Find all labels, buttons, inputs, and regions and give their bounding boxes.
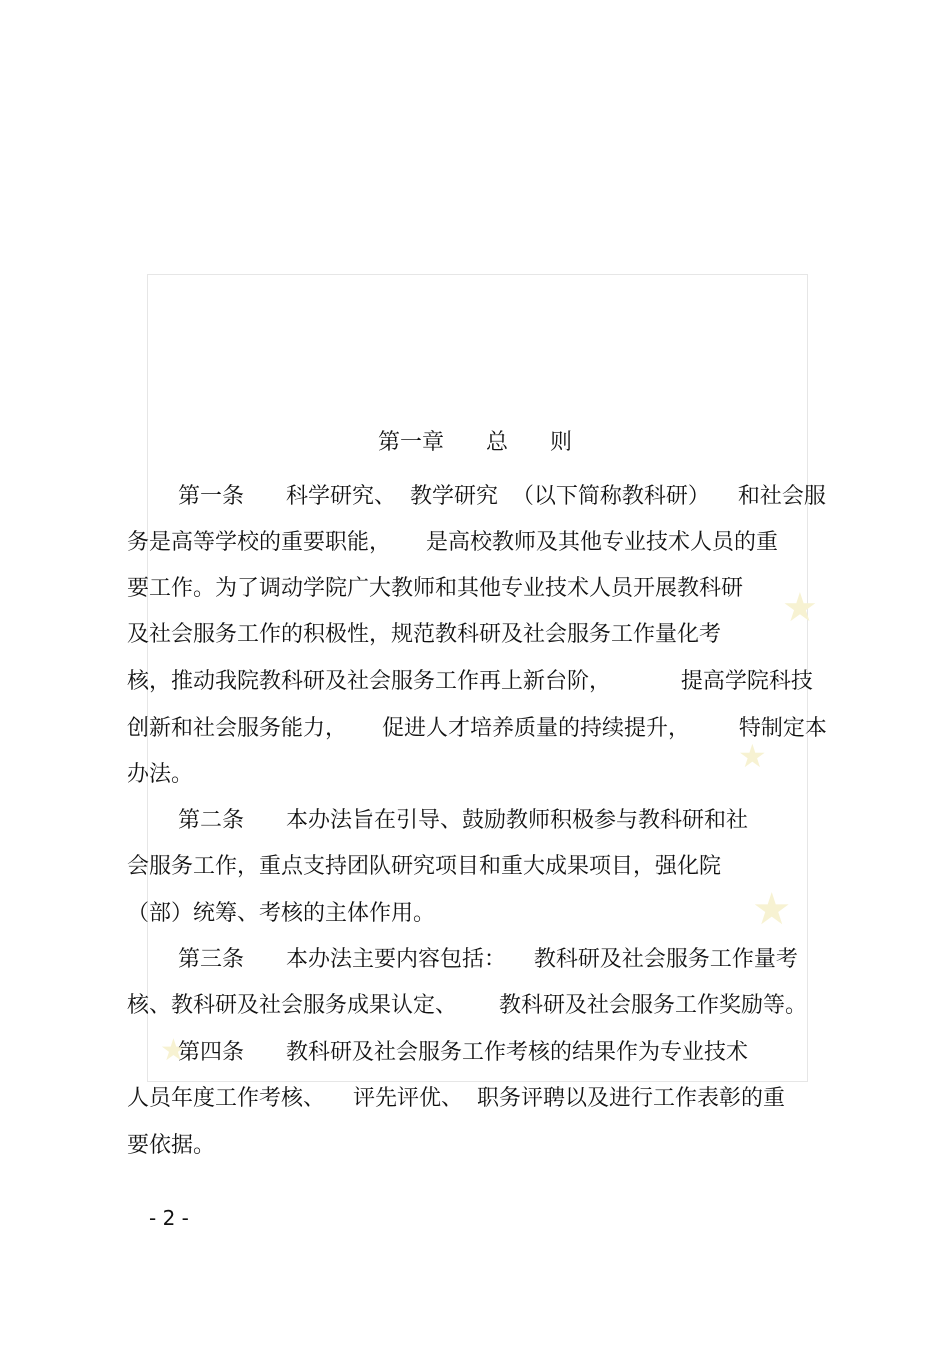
article-1-line-4: 及社会服务工作的积极性，规范教科研及社会服务工作量化考 [127,622,722,647]
page-number: - 2 - [149,1206,189,1230]
watermark-star-icon: ★ [160,1033,187,1068]
article-1-line-3: 要工作。为了调动学院广大教师和其他专业技术人员开展教科研 [127,576,744,601]
article-1-line-2: 务是高等学校的重要职能， 是高校教师及其他专业技术人员的重 [127,530,778,555]
article-4-line-3: 要依据。 [127,1133,216,1158]
article-1-line-1: 第一条 科学研究、 教学研究 （以下简称教科研） 和社会服 [178,484,826,509]
watermark-star-icon: ★ [738,737,767,775]
watermark-star-icon: ★ [752,884,792,935]
article-2-line-2: 会服务工作，重点支持团队研究项目和重大成果项目，强化院 [127,854,722,879]
article-1-line-6: 创新和社会服务能力， 促进人才培养质量的持续提升， 特制定本 [127,716,827,741]
article-4-line-2: 人员年度工作考核、 评先评优、 职务评聘以及进行工作表彰的重 [127,1086,785,1111]
chapter-title: 第一章 总 则 [378,430,572,455]
article-2-line-3: （部）统筹、考核的主体作用。 [127,901,436,926]
article-1-line-5: 核，推动我院教科研及社会服务工作再上新台阶， 提高学院科技 [127,669,813,694]
article-1-line-7: 办法。 [127,762,194,787]
article-2-line-1: 第二条 本办法旨在引导、鼓励教师积极参与教科研和社 [178,808,748,833]
article-4-line-1: 第四条 教科研及社会服务工作考核的结果作为专业技术 [178,1040,748,1065]
article-3-line-2: 核、教科研及社会服务成果认定、 教科研及社会服务工作奖励等。 [127,993,807,1018]
article-3-line-1: 第三条 本办法主要内容包括： 教科研及社会服务工作量考 [178,947,798,972]
watermark-star-icon: ★ [782,585,818,631]
